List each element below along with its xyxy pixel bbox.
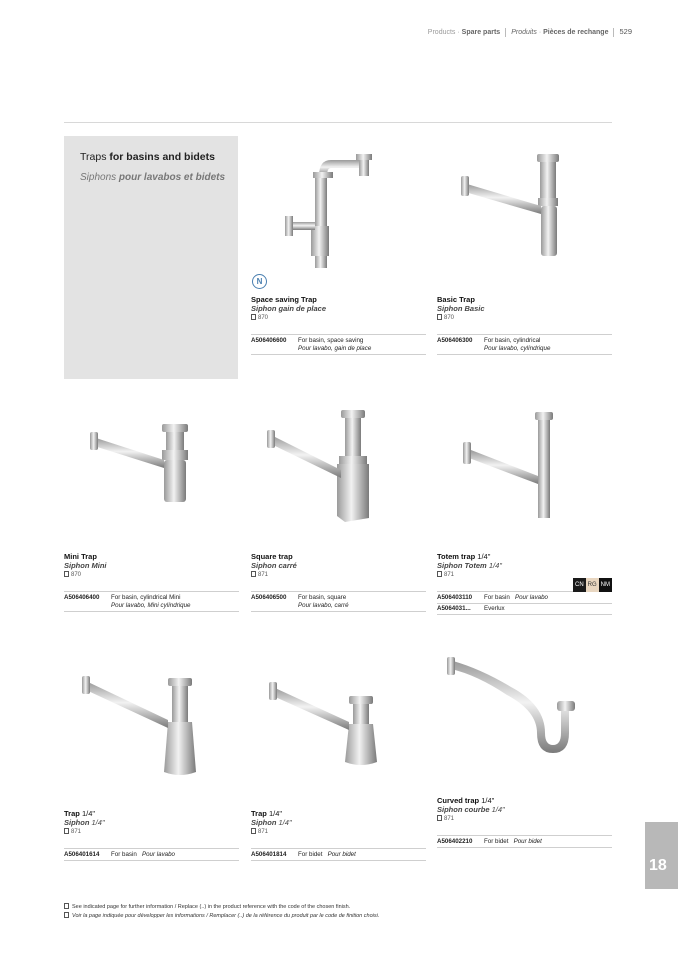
page-ref: 870 <box>251 314 426 321</box>
product-basic <box>437 146 612 251</box>
product-name: Space saving Trap <box>251 295 317 304</box>
product-name: Basic Trap <box>437 295 475 304</box>
product-name-fr: Siphon Totem 1/4" <box>437 561 502 570</box>
page-ref: 871 <box>437 815 612 822</box>
product-trap-basin <box>64 668 239 773</box>
page-ref: 870 <box>437 314 612 321</box>
product-space-saving-info <box>251 295 426 355</box>
page-ref: 871 <box>251 571 426 578</box>
product-name: Trap 1/4" <box>251 809 283 818</box>
footnote-en: See indicated page for further information / Replace (..) in the product reference with the code of the chosen finish. <box>64 903 350 910</box>
product-name-fr: Siphon carré <box>251 561 297 570</box>
finish-badge-cn: CN <box>573 578 586 592</box>
product-totem-info <box>437 552 612 615</box>
page-header: Products · Spare parts Produits · Pièces de rechange 529 <box>427 27 632 36</box>
document-icon <box>64 912 69 918</box>
product-mini-info <box>64 552 239 612</box>
document-icon <box>251 828 256 834</box>
table-row: A506406600 For basin, space saving Pour lavabo, gain de place <box>251 335 426 355</box>
product-image <box>64 408 239 513</box>
product-name: Totem trap 1/4" <box>437 552 491 561</box>
product-name-fr: Siphon gain de place <box>251 304 327 313</box>
product-totem <box>437 408 612 513</box>
table-row: A506402210 For bidet Pour bidet <box>437 836 612 848</box>
new-badge: N <box>252 274 267 289</box>
footnote-fr: Voir la page indiquée pour développer les informations / Remplacer (..) de la référence du produit par le code de finition choisi. <box>64 912 379 919</box>
document-icon <box>64 571 69 577</box>
reference-table <box>64 591 239 612</box>
product-image <box>437 146 612 251</box>
product-space-saving <box>251 146 426 251</box>
product-name: Trap 1/4" <box>64 809 96 818</box>
reference-table <box>437 835 612 848</box>
section-tab[interactable] <box>645 822 678 889</box>
page-ref: 870 <box>64 571 239 578</box>
page-ref: 871 <box>64 828 239 835</box>
product-name-fr: Siphon 1/4" <box>64 818 105 827</box>
header-spare-fr: Pièces de rechange <box>543 29 609 36</box>
table-row: A5064031... Everlux <box>437 604 612 616</box>
product-mini <box>64 408 239 513</box>
finish-badges <box>573 578 612 592</box>
header-products-fr: Produits <box>511 29 537 36</box>
document-icon <box>437 815 442 821</box>
reference-table <box>64 848 239 861</box>
product-name: Square trap <box>251 552 293 561</box>
product-square <box>251 408 426 513</box>
product-image <box>251 146 426 251</box>
document-icon <box>251 314 256 320</box>
table-row: A506401814 For bidet Pour bidet <box>251 849 426 861</box>
product-name: Curved trap 1/4" <box>437 796 495 805</box>
product-image <box>64 668 239 773</box>
page-ref: 871 <box>251 828 426 835</box>
table-row: A506401614 For basin Pour lavabo <box>64 849 239 861</box>
page-ref: 871 <box>437 571 612 578</box>
finish-badge-nm: NM <box>599 578 612 592</box>
product-image <box>251 668 426 773</box>
product-basic-info <box>437 295 612 355</box>
product-trap-bidet-info <box>251 809 426 861</box>
table-row: A506406500 For basin, square Pour lavabo, carré <box>251 592 426 612</box>
document-icon <box>64 903 69 909</box>
top-divider <box>64 122 612 123</box>
reference-table <box>437 334 612 355</box>
document-icon <box>437 571 442 577</box>
reference-table <box>251 591 426 612</box>
header-spare-en: Spare parts <box>461 29 501 36</box>
header-products-en: Products <box>427 29 456 36</box>
product-curved-trap <box>437 655 612 760</box>
product-square-info <box>251 552 426 612</box>
product-name-fr: Siphon Basic <box>437 304 485 313</box>
product-image <box>437 408 612 513</box>
reference-table <box>437 591 612 615</box>
category-title-en: Traps for basins and bidets <box>80 151 215 163</box>
table-row: A506406300 For basin, cylindrical Pour lavabo, cylíndrique <box>437 335 612 355</box>
product-image <box>437 655 612 760</box>
table-row: A506406400 For basin, cylindrical Mini Pour lavabo, Mini cylíndrique <box>64 592 239 612</box>
document-icon <box>437 314 442 320</box>
product-name-fr: Siphon courbe 1/4" <box>437 805 505 814</box>
product-name-fr: Siphon Mini <box>64 561 107 570</box>
reference-table <box>251 848 426 861</box>
product-image <box>251 408 426 513</box>
product-trap-basin-info <box>64 809 239 861</box>
reference-table <box>251 334 426 355</box>
section-number: 18 <box>649 857 667 874</box>
document-icon <box>251 571 256 577</box>
product-name: Mini Trap <box>64 552 97 561</box>
product-trap-bidet <box>251 668 426 773</box>
category-title-fr: Siphons pour lavabos et bidets <box>80 172 226 183</box>
product-name-fr: Siphon 1/4" <box>251 818 292 827</box>
page-number: 529 <box>619 27 632 36</box>
product-curved-trap-info <box>437 796 612 848</box>
document-icon <box>64 828 69 834</box>
finish-badge-rg: RG <box>586 578 599 592</box>
table-row: A506403110 For basin Pour lavabo <box>437 592 612 604</box>
